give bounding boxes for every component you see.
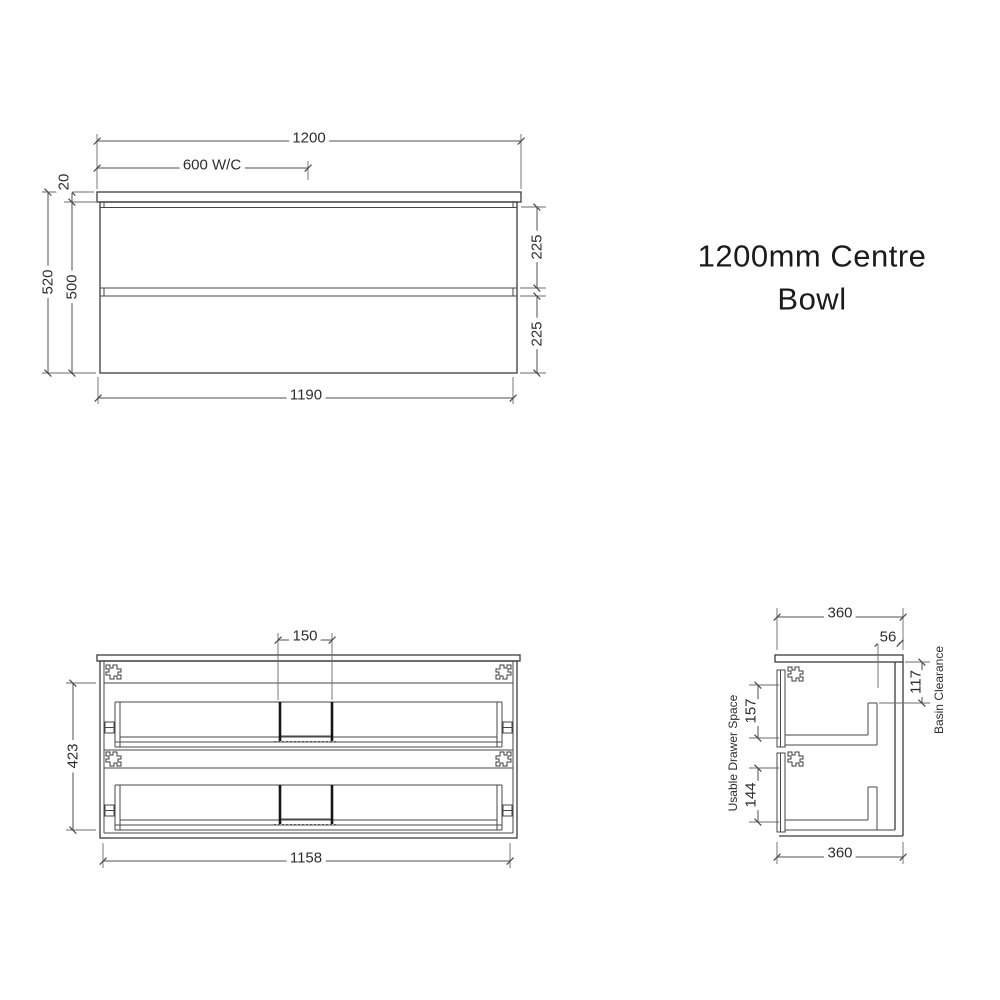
title-line-1: 1200mm Centre <box>697 238 927 274</box>
side-countertop <box>775 655 903 662</box>
side-bottom-drawer-front <box>777 753 785 832</box>
dim-overall-width: 1200 <box>292 129 326 147</box>
dim-basin-clearance: 117 <box>907 670 925 694</box>
dim-bottom-depth: 360 <box>827 844 853 862</box>
side-section-view <box>726 605 946 865</box>
dim-top-thickness: 20 <box>55 173 73 191</box>
side-dimension-lines <box>758 617 922 857</box>
side-top-drawer-front <box>777 670 785 747</box>
internal-top-rail-clips <box>106 665 511 679</box>
front-drawer-divider <box>100 288 517 296</box>
internal-front-view <box>65 628 521 869</box>
dim-carcass-height: 500 <box>63 274 81 300</box>
dim-internal-width: 1158 <box>289 849 323 867</box>
dim-internal-height: 423 <box>64 743 82 769</box>
side-carcass <box>779 662 903 836</box>
side-top-drawer-profile <box>785 703 877 745</box>
dim-carcass-width: 1190 <box>289 386 323 404</box>
title-line-2: Bowl <box>777 281 847 317</box>
dim-plumbing-cutout-width: 150 <box>292 627 318 645</box>
front-dimension-lines <box>48 141 537 398</box>
dim-back-clearance: 56 <box>879 628 897 646</box>
internal-top-drawer-box <box>105 702 512 747</box>
drawing-title <box>698 239 927 317</box>
side-bottom-drawer-profile <box>785 787 877 830</box>
dim-top-depth: 360 <box>827 604 853 622</box>
plumbing-cutout-top <box>274 702 338 742</box>
side-rail-clips <box>788 667 803 766</box>
plumbing-cutout-bottom <box>274 785 338 825</box>
dim-top-drawer-height: 225 <box>528 234 546 260</box>
dim-wc-offset: 600 W/C <box>182 156 242 174</box>
dim-bottom-drawer-space: 144 <box>742 782 760 808</box>
dim-overall-height: 520 <box>39 269 57 295</box>
dim-bottom-drawer-height: 225 <box>528 321 546 347</box>
label-basin-clearance: Basin Clearance <box>932 645 946 735</box>
front-elevation-view <box>40 130 547 405</box>
label-usable-drawer-space: Usable Drawer Space <box>726 694 740 812</box>
internal-bottom-drawer-box <box>105 785 512 830</box>
front-extension-lines <box>39 134 546 404</box>
internal-mid-rail-clips <box>104 750 513 768</box>
dim-top-drawer-space: 157 <box>742 698 760 724</box>
front-countertop <box>97 192 521 202</box>
front-top-drawer <box>100 202 517 208</box>
